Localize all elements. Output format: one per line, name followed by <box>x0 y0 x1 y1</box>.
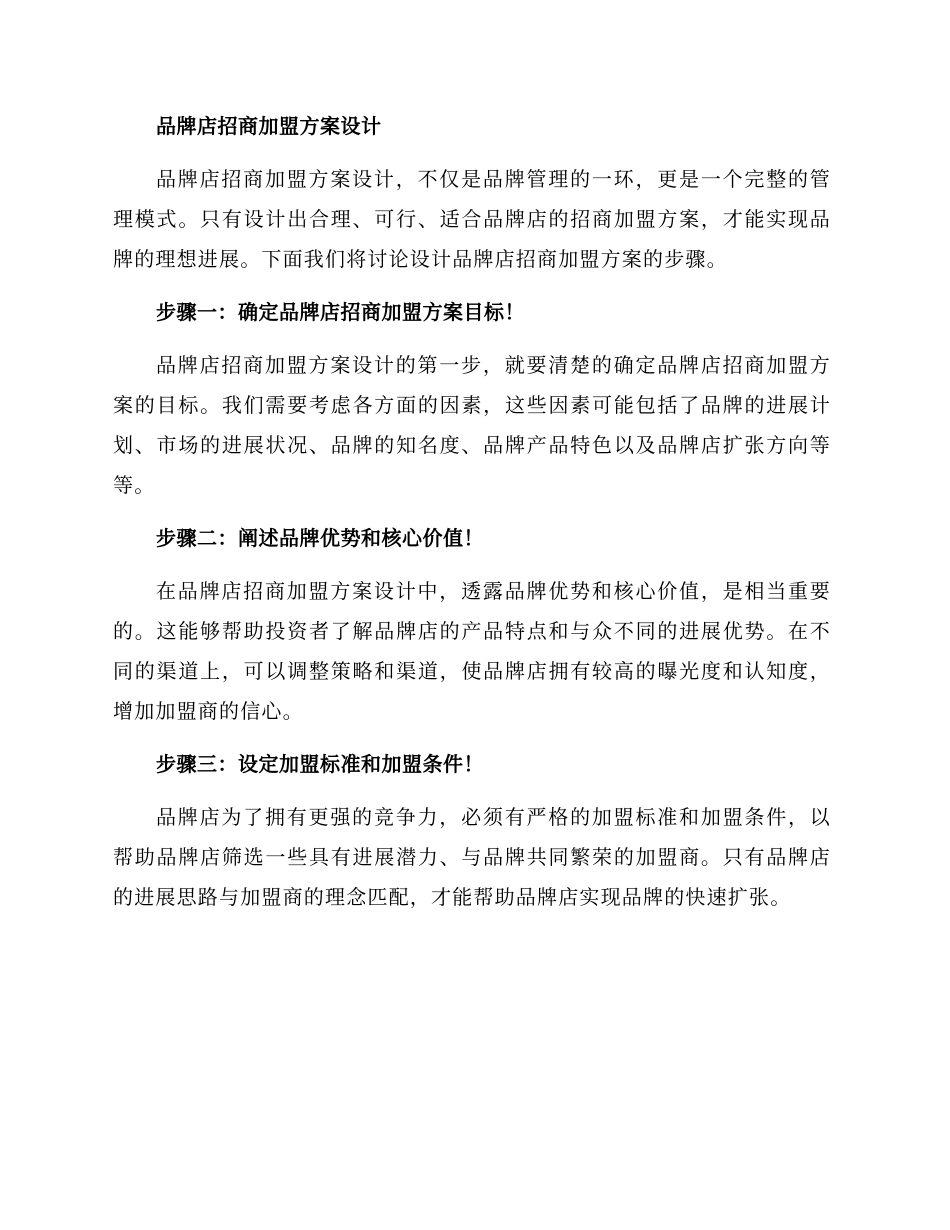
spacer <box>113 505 831 518</box>
spacer <box>113 784 831 797</box>
step-three-paragraph: 品牌店为了拥有更强的竞争力，必须有严格的加盟标准和加盟条件，以帮助品牌店筛选一些具有进展潜力、与品牌共同繁荣的加盟商。只有品牌店的进展思路与加盟商的理念匹配，才能帮助品牌店实现品牌的快速扩张。 <box>113 805 831 909</box>
spacer <box>113 332 831 345</box>
spacer <box>113 146 831 159</box>
step-one-heading: 步骤一：确定品牌店招商加盟方案目标！ <box>156 300 525 324</box>
step-two-paragraph: 在品牌店招商加盟方案设计中，透露品牌优势和核心价值，是相当重要的。这能够帮助投资者了解品牌店的产品特点和与众不同的进展优势。在不同的渠道上，可以调整策略和渠道，使品牌店拥有较高的曝光度和认知度，增加加盟商的信心。 <box>113 579 831 723</box>
spacer <box>113 279 831 292</box>
step-one-paragraph: 品牌店招商加盟方案设计的第一步，就要清楚的确定品牌店招商加盟方案的目标。我们需要考虑各方面的因素，这些因素可能包括了品牌的进展计划、市场的进展状况、品牌的知名度、品牌产品特色以及品牌店扩张方向等等。 <box>113 353 831 497</box>
step-two-heading: 步骤二：阐述品牌优势和核心价值！ <box>156 526 484 550</box>
intro-paragraph: 品牌店招商加盟方案设计，不仅是品牌管理的一环，更是一个完整的管理模式。只有设计出合理、可行、适合品牌店的招商加盟方案，才能实现品牌的理想进展。下面我们将讨论设计品牌店招商加盟方案的步骤。 <box>113 167 831 271</box>
spacer <box>113 558 831 571</box>
document-title: 品牌店招商加盟方案设计 <box>156 114 382 138</box>
spacer <box>113 731 831 744</box>
document-page <box>113 106 831 917</box>
step-three-heading: 步骤三：设定加盟标准和加盟条件！ <box>156 752 484 776</box>
